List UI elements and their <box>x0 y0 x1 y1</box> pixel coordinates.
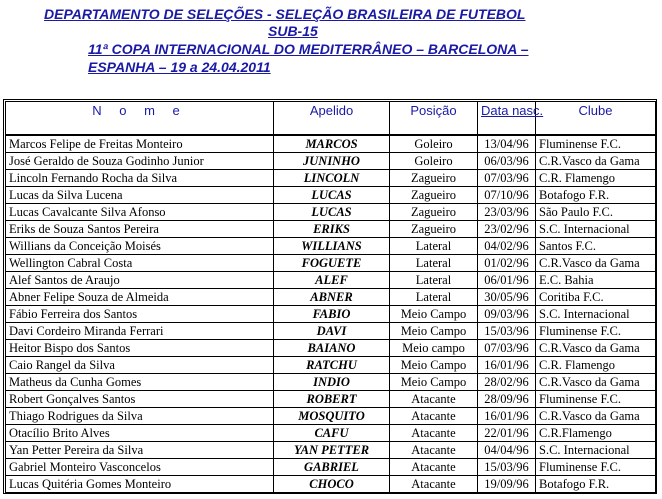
player-birthdate: 28/09/96 <box>478 391 536 408</box>
player-nickname: WILLIANS <box>274 238 390 255</box>
category-title: SUB-15 <box>268 23 318 39</box>
player-name: Yan Petter Pereira da Silva <box>6 442 274 459</box>
table-row <box>6 459 656 476</box>
player-position: Atacante <box>390 391 478 408</box>
player-club: Coritiba F.C. <box>536 289 656 306</box>
player-position: Goleiro <box>390 135 478 153</box>
player-nickname: GABRIEL <box>274 459 390 476</box>
player-club: Fluminense F.C. <box>536 459 656 476</box>
player-position: Atacante <box>390 459 478 476</box>
table-row <box>6 340 656 357</box>
player-position: Meio Campo <box>390 357 478 374</box>
table-row <box>6 476 656 493</box>
player-club: Fluminense F.C. <box>536 135 656 153</box>
player-birthdate: 15/03/96 <box>478 323 536 340</box>
player-birthdate: 16/01/96 <box>478 357 536 374</box>
player-position: Zagueiro <box>390 204 478 221</box>
roster-body <box>6 135 656 493</box>
column-header-nome: N o m e <box>6 102 274 136</box>
player-club: C.R. Flamengo <box>536 170 656 187</box>
player-position: Meio Campo <box>390 306 478 323</box>
player-name: Eriks de Souza Santos Pereira <box>6 221 274 238</box>
player-position: Meio Campo <box>390 374 478 391</box>
table-row <box>6 357 656 374</box>
tournament-location-date: ESPANHA – 19 a 24.04.2011 <box>88 59 271 75</box>
table-row <box>6 187 656 204</box>
table-row <box>6 408 656 425</box>
player-club: C.R.Vasco da Gama <box>536 374 656 391</box>
player-club: Fluminense F.C. <box>536 323 656 340</box>
player-position: Lateral <box>390 255 478 272</box>
player-nickname: FABIO <box>274 306 390 323</box>
player-club: Fluminense F.C. <box>536 391 656 408</box>
player-name: Heitor Bispo dos Santos <box>6 340 274 357</box>
player-nickname: ERIKS <box>274 221 390 238</box>
player-club: Santos F.C. <box>536 238 656 255</box>
table-row <box>6 135 656 153</box>
player-nickname: LINCOLN <box>274 170 390 187</box>
player-nickname: YAN PETTER <box>274 442 390 459</box>
player-name: Abner Felipe Souza de Almeida <box>6 289 274 306</box>
table-header-row <box>6 102 656 136</box>
player-position: Goleiro <box>390 153 478 170</box>
department-title: DEPARTAMENTO DE SELEÇÕES - SELEÇÃO BRASILEIRA DE FUTEBOL <box>44 6 526 22</box>
player-birthdate: 09/03/96 <box>478 306 536 323</box>
player-name: Alef Santos de Araujo <box>6 272 274 289</box>
table-row <box>6 323 656 340</box>
column-header-apelido: Apelido <box>274 102 390 136</box>
player-name: Lucas Cavalcante Silva Afonso <box>6 204 274 221</box>
player-position: Meio Campo <box>390 323 478 340</box>
player-club: C.R.Flamengo <box>536 425 656 442</box>
player-position: Zagueiro <box>390 221 478 238</box>
player-position: Lateral <box>390 238 478 255</box>
player-club: Botafogo F.R. <box>536 187 656 204</box>
player-nickname: INDIO <box>274 374 390 391</box>
column-header-clube: Clube <box>536 102 656 136</box>
table-row <box>6 255 656 272</box>
player-name: Lucas da Silva Lucena <box>6 187 274 204</box>
player-nickname: JUNINHO <box>274 153 390 170</box>
player-name: Wellington Cabral Costa <box>6 255 274 272</box>
player-name: Marcos Felipe de Freitas Monteiro <box>6 135 274 153</box>
table-row <box>6 289 656 306</box>
player-name: Thiago Rodrigues da Silva <box>6 408 274 425</box>
player-name: Lucas Quitéria Gomes Monteiro <box>6 476 274 493</box>
player-nickname: RATCHU <box>274 357 390 374</box>
player-birthdate: 01/02/96 <box>478 255 536 272</box>
player-position: Lateral <box>390 289 478 306</box>
player-position: Zagueiro <box>390 187 478 204</box>
table-row <box>6 153 656 170</box>
table-row <box>6 170 656 187</box>
player-name: Willians da Conceição Moisés <box>6 238 274 255</box>
column-header-data-nasc: Data nasc. <box>478 102 536 136</box>
roster-table <box>5 101 656 493</box>
player-position: Lateral <box>390 272 478 289</box>
player-club: S.C. Internacional <box>536 306 656 323</box>
table-row <box>6 374 656 391</box>
player-birthdate: 16/01/96 <box>478 408 536 425</box>
player-name: Davi Cordeiro Miranda Ferrari <box>6 323 274 340</box>
table-row <box>6 442 656 459</box>
player-name: Matheus da Cunha Gomes <box>6 374 274 391</box>
player-nickname: CHOCO <box>274 476 390 493</box>
player-birthdate: 30/05/96 <box>478 289 536 306</box>
table-row <box>6 238 656 255</box>
player-name: Fábio Ferreira dos Santos <box>6 306 274 323</box>
player-birthdate: 07/03/96 <box>478 340 536 357</box>
player-birthdate: 04/04/96 <box>478 442 536 459</box>
player-birthdate: 13/04/96 <box>478 135 536 153</box>
player-club: S.C. Internacional <box>536 221 656 238</box>
player-position: Zagueiro <box>390 170 478 187</box>
player-club: São Paulo F.C. <box>536 204 656 221</box>
player-club: E.C. Bahia <box>536 272 656 289</box>
player-nickname: LUCAS <box>274 204 390 221</box>
player-position: Atacante <box>390 442 478 459</box>
player-position: Atacante <box>390 476 478 493</box>
player-nickname: FOGUETE <box>274 255 390 272</box>
player-birthdate: 06/03/96 <box>478 153 536 170</box>
table-row <box>6 221 656 238</box>
player-birthdate: 28/02/96 <box>478 374 536 391</box>
player-name: Gabriel Monteiro Vasconcelos <box>6 459 274 476</box>
player-nickname: MARCOS <box>274 135 390 153</box>
player-nickname: DAVI <box>274 323 390 340</box>
player-club: C.R.Vasco da Gama <box>536 408 656 425</box>
table-row <box>6 391 656 408</box>
player-birthdate: 04/02/96 <box>478 238 536 255</box>
player-name: Otacílio Brito Alves <box>6 425 274 442</box>
player-birthdate: 07/10/96 <box>478 187 536 204</box>
tournament-title: 11ª COPA INTERNACIONAL DO MEDITERRÂNEO – BARCELONA – <box>88 41 529 57</box>
table-row <box>6 204 656 221</box>
player-club: C.R.Vasco da Gama <box>536 255 656 272</box>
player-nickname: LUCAS <box>274 187 390 204</box>
player-club: C.R. Flamengo <box>536 357 656 374</box>
player-birthdate: 22/01/96 <box>478 425 536 442</box>
player-birthdate: 15/03/96 <box>478 459 536 476</box>
column-header-posicao: Posição <box>390 102 478 136</box>
player-nickname: ROBERT <box>274 391 390 408</box>
player-club: C.R.Vasco da Gama <box>536 340 656 357</box>
table-row <box>6 425 656 442</box>
player-birthdate: 23/03/96 <box>478 204 536 221</box>
player-position: Atacante <box>390 425 478 442</box>
player-birthdate: 19/09/96 <box>478 476 536 493</box>
player-birthdate: 23/02/96 <box>478 221 536 238</box>
player-name: Robert Gonçalves Santos <box>6 391 274 408</box>
player-nickname: ABNER <box>274 289 390 306</box>
player-club: Botafogo F.R. <box>536 476 656 493</box>
player-nickname: BAIANO <box>274 340 390 357</box>
player-nickname: MOSQUITO <box>274 408 390 425</box>
table-row <box>6 272 656 289</box>
player-position: Atacante <box>390 408 478 425</box>
table-row <box>6 306 656 323</box>
player-nickname: ALEF <box>274 272 390 289</box>
player-name: José Geraldo de Souza Godinho Junior <box>6 153 274 170</box>
player-birthdate: 06/01/96 <box>478 272 536 289</box>
player-club: S.C. Internacional <box>536 442 656 459</box>
player-name: Caio Rangel da Silva <box>6 357 274 374</box>
player-club: C.R.Vasco da Gama <box>536 153 656 170</box>
player-position: Meio campo <box>390 340 478 357</box>
player-name: Lincoln Fernando Rocha da Silva <box>6 170 274 187</box>
player-birthdate: 07/03/96 <box>478 170 536 187</box>
player-nickname: CAFU <box>274 425 390 442</box>
